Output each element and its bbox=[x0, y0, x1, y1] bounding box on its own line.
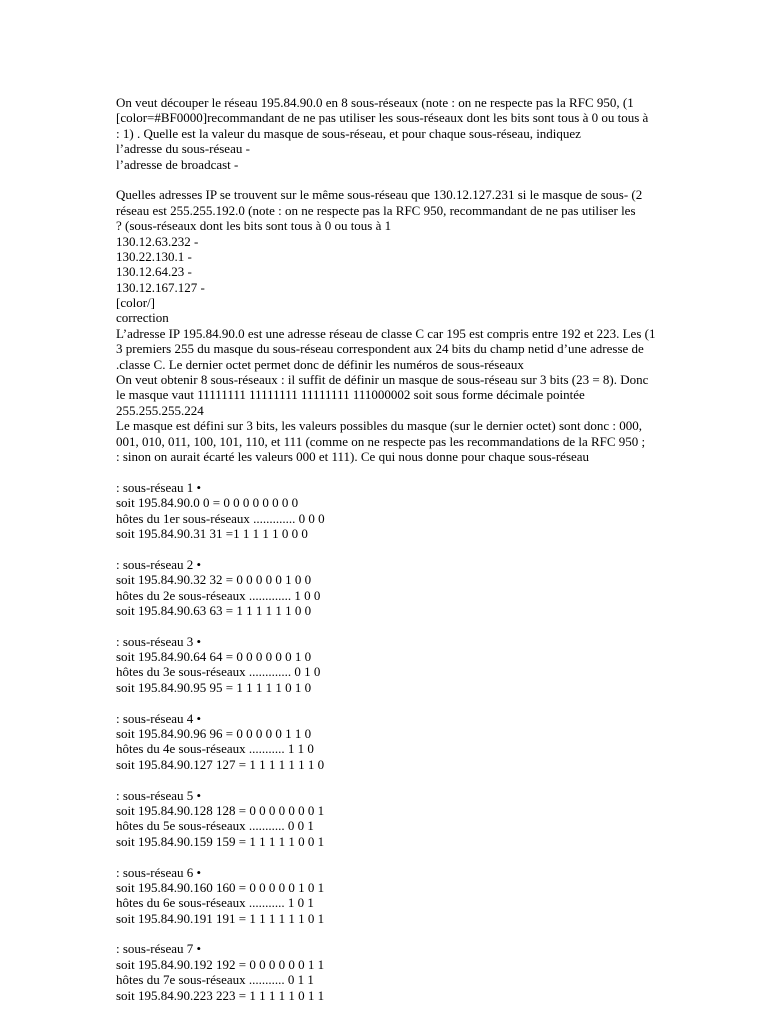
document-page bbox=[116, 95, 656, 1018]
subnet-hosts: hôtes du 3e sous-réseaux ............. 0 1 0 bbox=[116, 664, 321, 680]
subnet-block bbox=[116, 480, 656, 542]
text-line: Quelles adresses IP se trouvent sur le même sous-réseau que 130.12.127.231 si le masque de sous- (2 bbox=[116, 187, 643, 203]
subnet-title: : sous-réseau 5 • bbox=[116, 787, 202, 803]
subnet-block bbox=[116, 865, 656, 927]
text-line: : sinon on aurait écarté les valeurs 000 et 111). Ce qui nous donne pour chaque sous-réseau bbox=[116, 448, 590, 464]
subnet-hosts: hôtes du 6e sous-réseaux ........... 1 0 1 bbox=[116, 895, 314, 911]
subnet-title: : sous-réseau 3 • bbox=[116, 633, 202, 649]
subnet-block bbox=[116, 557, 656, 619]
text-line: .classe C. Le dernier octet permet donc de définir les numéros de sous-réseaux bbox=[116, 356, 524, 372]
paragraph-gap bbox=[116, 464, 656, 479]
subnet-start-address: soit 195.84.90.192 192 = 0 0 0 0 0 0 1 1 bbox=[116, 956, 325, 972]
subnet-title: : sous-réseau 1 • bbox=[116, 479, 202, 495]
exercise-2 bbox=[116, 187, 656, 326]
text-line: l’adresse du sous-réseau - bbox=[116, 141, 250, 157]
ip-address-line: 130.12.64.23 - bbox=[116, 264, 192, 280]
subnet-block bbox=[116, 788, 656, 850]
subnet-start-address: soit 195.84.90.160 160 = 0 0 0 0 0 1 0 1 bbox=[116, 879, 325, 895]
text-line: 001, 010, 011, 100, 101, 110, et 111 (comme on ne respecte pas les recommandations de la RFC 950 ; bbox=[116, 433, 646, 449]
subnet-end-address: soit 195.84.90.159 159 = 1 1 1 1 1 0 0 1 bbox=[116, 833, 325, 849]
subnet-title: : sous-réseau 7 • bbox=[116, 941, 202, 957]
subnet-hosts: hôtes du 2e sous-réseaux ............. 1 0 0 bbox=[116, 587, 321, 603]
text-line: réseau est 255.255.192.0 (note : on ne respecte pas la RFC 950, recommandant de ne pas utiliser les bbox=[116, 202, 636, 218]
text-line: l’adresse de broadcast - bbox=[116, 156, 239, 172]
text-line: [color/] bbox=[116, 295, 155, 311]
text-line: On veut découper le réseau 195.84.90.0 en 8 sous-réseaux (note : on ne respecte pas la RFC 950, (1 bbox=[116, 95, 634, 110]
subnet-hosts: hôtes du 4e sous-réseaux ........... 1 1 0 bbox=[116, 741, 314, 757]
text-line: ? (sous-réseaux dont les bits sont tous à 0 ou tous à 1 bbox=[116, 218, 392, 234]
text-line: Le masque est défini sur 3 bits, les valeurs possibles du masque (sur le dernier octet) sont donc : 000, bbox=[116, 418, 643, 434]
subnet-end-address: soit 195.84.90.95 95 = 1 1 1 1 1 0 1 0 bbox=[116, 679, 312, 695]
text-line: : 1) . Quelle est la valeur du masque de sous-réseau, et pour chaque sous-réseau, indiquez bbox=[116, 125, 581, 141]
subnet-start-address: soit 195.84.90.0 0 = 0 0 0 0 0 0 0 0 bbox=[116, 495, 299, 511]
subnet-list bbox=[116, 480, 656, 1003]
text-line: [color=#BF0000]recommandant de ne pas utiliser les sous-réseaux dont les bits sont tous à 0 ou tous à bbox=[116, 110, 649, 126]
subnet-start-address: soit 195.84.90.64 64 = 0 0 0 0 0 0 1 0 bbox=[116, 649, 312, 665]
text-line: 255.255.255.224 bbox=[116, 402, 204, 418]
subnet-hosts: hôtes du 5e sous-réseaux ........... 0 0 1 bbox=[116, 818, 314, 834]
ip-address-line: 130.12.167.127 - bbox=[116, 279, 205, 295]
paragraph-gap bbox=[116, 172, 656, 187]
exercise-1 bbox=[116, 95, 656, 172]
subnet-hosts: hôtes du 1er sous-réseaux ............. 0 0 0 bbox=[116, 510, 325, 526]
subnet-end-address: soit 195.84.90.31 31 =1 1 1 1 1 0 0 0 bbox=[116, 525, 308, 541]
subnet-end-address: soit 195.84.90.127 127 = 1 1 1 1 1 1 1 0 bbox=[116, 756, 325, 772]
subnet-title: : sous-réseau 2 • bbox=[116, 556, 202, 572]
text-line: le masque vaut 11111111 11111111 11111111 111000002 soit sous forme décimale pointée bbox=[116, 387, 585, 403]
subnet-block bbox=[116, 941, 656, 1003]
subnet-end-address: soit 195.84.90.191 191 = 1 1 1 1 1 1 0 1 bbox=[116, 910, 325, 926]
subnet-block bbox=[116, 711, 656, 773]
subnet-title: : sous-réseau 4 • bbox=[116, 710, 202, 726]
subnet-end-address: soit 195.84.90.63 63 = 1 1 1 1 1 1 0 0 bbox=[116, 602, 312, 618]
subnet-start-address: soit 195.84.90.96 96 = 0 0 0 0 0 1 1 0 bbox=[116, 726, 312, 742]
text-line: L’adresse IP 195.84.90.0 est une adresse réseau de classe C car 195 est compris entre 192 et 223. Les (1 bbox=[116, 325, 656, 341]
subnet-hosts: hôtes du 7e sous-réseaux ........... 0 1 1 bbox=[116, 972, 314, 988]
text-line: On veut obtenir 8 sous-réseaux : il suffit de définir un masque de sous-réseau sur 3 bits (23 = 8). Donc bbox=[116, 372, 649, 388]
subnet-title: : sous-réseau 6 • bbox=[116, 864, 202, 880]
subnet-start-address: soit 195.84.90.128 128 = 0 0 0 0 0 0 0 1 bbox=[116, 802, 325, 818]
ip-address-line: 130.22.130.1 - bbox=[116, 248, 192, 264]
subnet-start-address: soit 195.84.90.32 32 = 0 0 0 0 0 1 0 0 bbox=[116, 572, 312, 588]
subnet-end-address: soit 195.84.90.223 223 = 1 1 1 1 1 0 1 1 bbox=[116, 987, 325, 1003]
subnet-block bbox=[116, 634, 656, 696]
ip-address-line: 130.12.63.232 - bbox=[116, 233, 199, 249]
correction-heading: correction bbox=[116, 310, 169, 326]
text-line: 3 premiers 255 du masque du sous-réseau correspondent aux 24 bits du champ netid d’une adresse de bbox=[116, 341, 644, 357]
correction-text bbox=[116, 326, 656, 465]
